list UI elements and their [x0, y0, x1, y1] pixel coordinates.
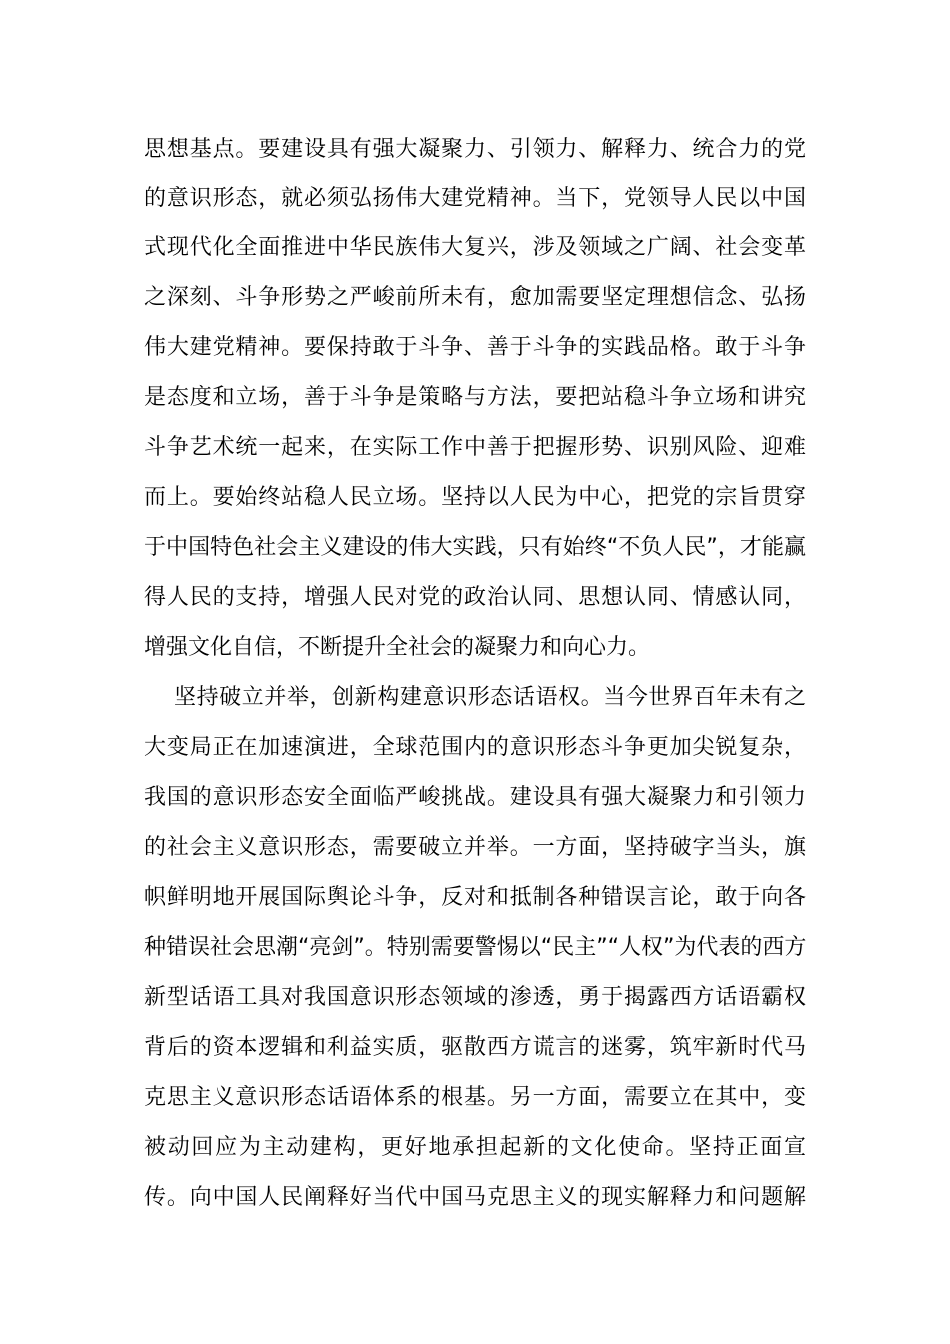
text-line: 而上。要始终站稳人民立场。坚持以人民为中心，把党的宗旨贯穿 — [144, 485, 806, 510]
text-line: 之深刻、斗争形势之严峻前所未有，愈加需要坚定理想信念、弘扬 — [144, 285, 806, 310]
text-line: 式现代化全面推进中华民族伟大复兴，涉及领域之广阔、社会变革 — [144, 235, 806, 260]
text-line: 斗争艺术统一起来，在实际工作中善于把握形势、识别风险、迎难 — [144, 435, 806, 460]
text-line: 的社会主义意识形态，需要破立并举。一方面，坚持破字当头，旗 — [144, 835, 806, 860]
text-line: 种错误社会思潮“亮剑”。特别需要警惕以“民主”“人权”为代表的西方 — [144, 935, 807, 960]
text-line: 背后的资本逻辑和利益实质，驱散西方谎言的迷雾，筑牢新时代马 — [144, 1035, 806, 1060]
text-line: 增强文化自信，不断提升全社会的凝聚力和向心力。 — [144, 635, 651, 660]
text-line: 新型话语工具对我国意识形态领域的渗透，勇于揭露西方话语霸权 — [144, 985, 806, 1010]
paragraph-first-line: 坚持破立并举，创新构建意识形态话语权。当今世界百年未有之 — [174, 685, 806, 710]
text-line: 思想基点。要建设具有强大凝聚力、引领力、解释力、统合力的党 — [144, 137, 806, 162]
text-line: 是态度和立场，善于斗争是策略与方法，要把站稳斗争立场和讲究 — [144, 385, 806, 410]
text-line: 被动回应为主动建构，更好地承担起新的文化使命。坚持正面宣 — [144, 1135, 806, 1160]
text-line: 大变局正在加速演进，全球范围内的意识形态斗争更加尖锐复杂， — [144, 735, 806, 760]
text-line: 帜鲜明地开展国际舆论斗争，反对和抵制各种错误言论，敢于向各 — [144, 885, 806, 910]
text-line: 克思主义意识形态话语体系的根基。另一方面，需要立在其中，变 — [144, 1085, 806, 1110]
text-line: 得人民的支持，增强人民对党的政治认同、思想认同、情感认同， — [144, 585, 806, 610]
text-line: 的意识形态，就必须弘扬伟大建党精神。当下，党领导人民以中国 — [144, 186, 806, 211]
text-line: 伟大建党精神。要保持敢于斗争、善于斗争的实践品格。敢于斗争 — [144, 335, 806, 360]
text-line: 传。向中国人民阐释好当代中国马克思主义的现实解释力和问题解 — [144, 1185, 806, 1210]
text-line: 我国的意识形态安全面临严峻挑战。建设具有强大凝聚力和引领力 — [144, 785, 806, 810]
text-line: 于中国特色社会主义建设的伟大实践，只有始终“不负人民”，才能赢 — [144, 535, 806, 560]
